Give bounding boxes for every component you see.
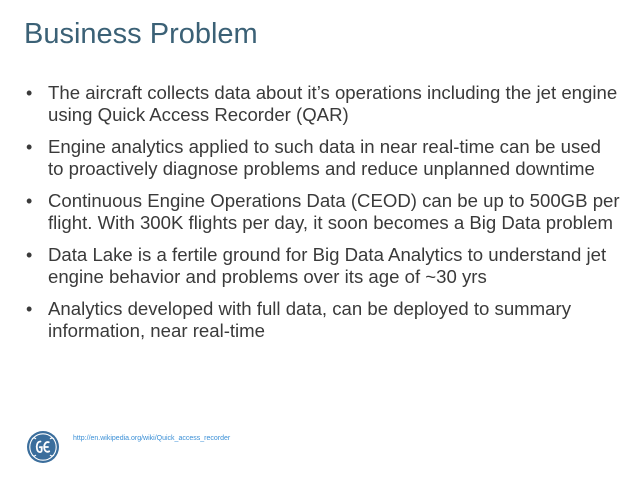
source-link[interactable]: http://en.wikipedia.org/wiki/Quick_access_recorder bbox=[73, 435, 231, 442]
slide-title: Business Problem bbox=[24, 18, 258, 50]
bullet-item bbox=[25, 244, 620, 288]
bullet-text: Analytics developed with full data, can be deployed to summary information, near real-time bbox=[48, 298, 571, 341]
ge-logo-icon bbox=[26, 430, 60, 464]
bullet-item bbox=[25, 298, 620, 342]
bullet-marker: • bbox=[26, 137, 33, 157]
bullet-item bbox=[25, 190, 620, 234]
bullet-item bbox=[25, 136, 620, 180]
bullet-text: Engine analytics applied to such data in near real-time can be used to proactively diagnose problems and reduce unplanned downtime bbox=[48, 136, 601, 179]
bullet-list bbox=[25, 82, 620, 352]
bullet-text: Data Lake is a fertile ground for Big Data Analytics to understand jet engine behavior and problems over its age of ~30 yrs bbox=[48, 244, 607, 287]
bullet-item bbox=[25, 82, 620, 126]
bullet-marker: • bbox=[26, 83, 33, 103]
bullet-marker: • bbox=[26, 299, 33, 319]
bullet-text: The aircraft collects data about it’s operations including the jet engine using Quick Access Recorder (QAR) bbox=[48, 82, 618, 125]
bullet-marker: • bbox=[26, 245, 33, 265]
bullet-marker: • bbox=[26, 191, 33, 211]
bullet-text: Continuous Engine Operations Data (CEOD) can be up to 500GB per flight. With 300K flights per day, it soon becomes a Big Data problem bbox=[48, 190, 620, 233]
